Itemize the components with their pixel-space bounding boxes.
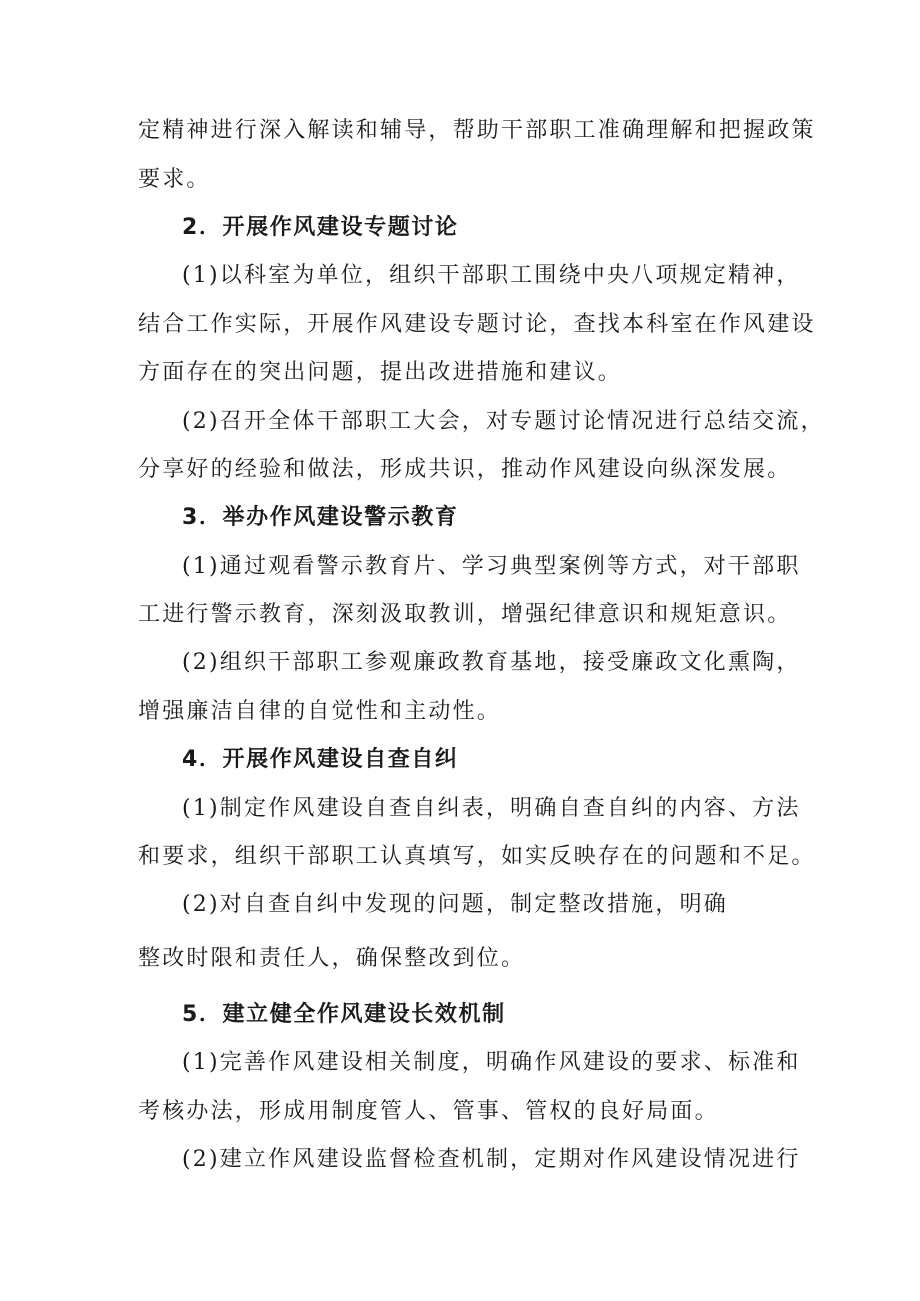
section-heading-2: 2．开展作风建设专题讨论 [182,215,459,240]
paragraph-line: (1)完善作风建设相关制度，明确作风建设的要求、标准和 [182,1050,801,1075]
paragraph-line: (2)建立作风建设监督检查机制，定期对作风建设情况进行 [182,1147,801,1172]
paragraph-line: 工进行警示教育，深刻汲取教训，增强纪律意识和规矩意识。 [138,602,792,627]
paragraph-line: (2)组织干部职工参观廉政教育基地，接受廉政文化熏陶， [182,650,801,675]
paragraph-line: (1)通过观看警示教育片、学习典型案例等方式，对干部职 [182,554,801,579]
paragraph-line: 考核办法，形成用制度管人、管事、管权的良好局面。 [138,1099,719,1124]
paragraph-line: (1)制定作风建设自查自纠表，明确自查自纠的内容、方法 [182,796,801,821]
paragraph-line: (1)以科室为单位，组织干部职工围绕中央八项规定精神， [182,263,801,288]
paragraph-line: 整改时限和责任人，确保整改到位。 [138,946,526,971]
paragraph-line: (2)召开全体干部职工大会，对专题讨论情况进行总结交流， [182,409,825,434]
section-heading-5: 5．建立健全作风建设长效机制 [182,1002,506,1027]
paragraph-line: 结合工作实际，开展作风建设专题讨论，查找本科室在作风建设 [138,312,816,337]
section-heading-4: 4．开展作风建设自查自纠 [182,747,459,772]
paragraph-line: 方面存在的突出问题，提出改进措施和建议。 [138,360,623,385]
paragraph-line: 要求。 [138,167,211,192]
paragraph-line: (2)对自查自纠中发现的问题，制定整改措施，明确 [182,892,728,917]
section-heading-3: 3．举办作风建设警示教育 [182,505,459,530]
paragraph-line: 分享好的经验和做法，形成共识，推动作风建设向纵深发展。 [138,457,792,482]
paragraph-line: 增强廉洁自律的自觉性和主动性。 [138,699,502,724]
paragraph-line: 和要求，组织干部职工认真填写，如实反映存在的问题和不足。 [138,844,816,869]
paragraph-line: 定精神进行深入解读和辅导，帮助干部职工准确理解和把握政策 [138,118,816,143]
